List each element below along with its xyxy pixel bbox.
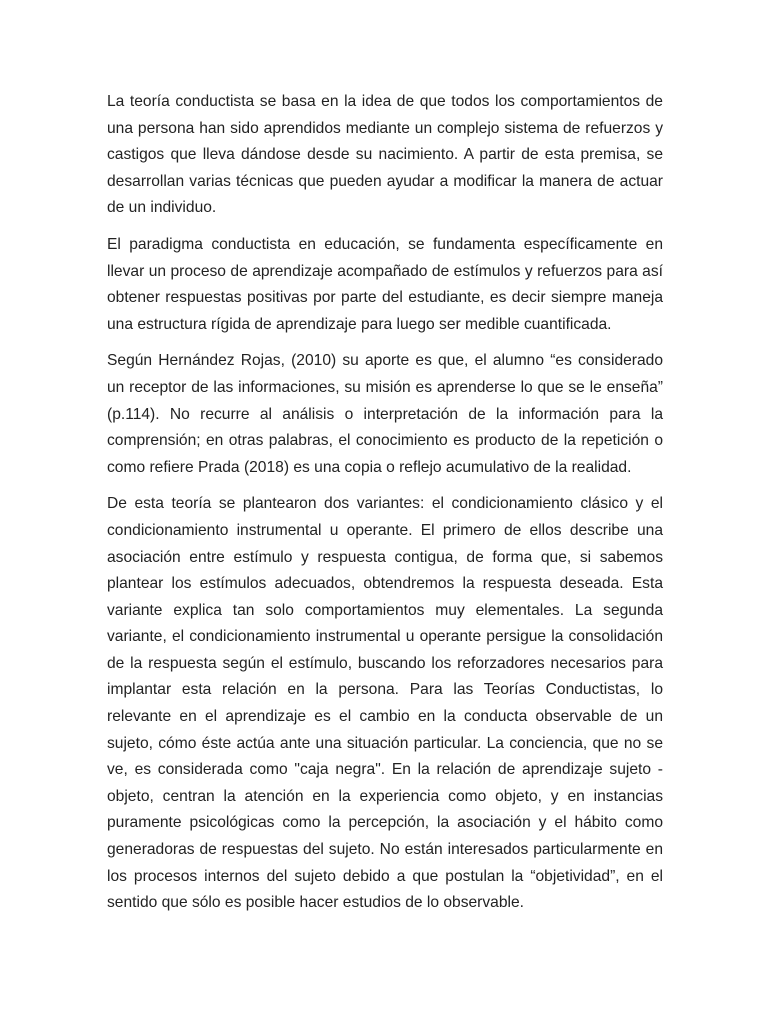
paragraph-conductist-paradigm: El paradigma conductista en educación, se fundamenta específicamente en llevar un proceso de aprendizaje acompañado de estímulos y refuerzos para así obtener respuestas positivas por parte del estudiante, es decir siempre maneja una estructura rígida de aprendizaje para luego ser medible cuantificada. (107, 235, 663, 333)
document-body (107, 89, 663, 927)
paragraph-conductist-theory: La teoría conductista se basa en la idea de que todos los comportamientos de una persona han sido aprendidos mediante un complejo sistema de refuerzos y castigos que lleva dándose desde su nacimiento. A partir de esta premisa, se desarrollan varias técnicas que pueden ayudar a modificar la manera de actuar de un individuo. (107, 93, 663, 217)
paragraph-hernandez-rojas: Según Hernández Rojas, (2010) su aporte es que, el alumno “es considerado un receptor de las informaciones, su misión es aprenderse lo que se le enseña” (p.114). No recurre al análisis o interpretación de la información para la comprensión; en otras palabras, el conocimiento es producto de la repetición o como refiere Prada (2018) es una copia o reflejo acumulativo de la realidad. (107, 352, 663, 476)
paragraph-two-variants: De esta teoría se plantearon dos variantes: el condicionamiento clásico y el condicionamiento instrumental u operante. El primero de ellos describe una asociación entre estímulo y respuesta contigua, de forma que, si sabemos plantear los estímulos adecuados, obtendremos la respuesta deseada. Esta variante explica tan solo comportamientos muy elementales. La segunda variante, el condicionamiento instrumental u operante persigue la consolidación de la respuesta según el estímulo, buscando los reforzadores necesarios para implantar esta relación en la persona. Para las Teorías Conductistas, lo relevante en el aprendizaje es el cambio en la conducta observable de un sujeto, cómo éste actúa ante una situación particular. La conciencia, que no se ve, es considerada como "caja negra". En la relación de aprendizaje sujeto - objeto, centran la atención en la experiencia como objeto, y en instancias puramente psicológicas como la percepción, la asociación y el hábito como generadoras de respuestas del sujeto. No están interesados particularmente en los procesos internos del sujeto debido a que postulan la “objetividad”, en el sentido que sólo es posible hacer estudios de lo observable. (107, 495, 663, 912)
